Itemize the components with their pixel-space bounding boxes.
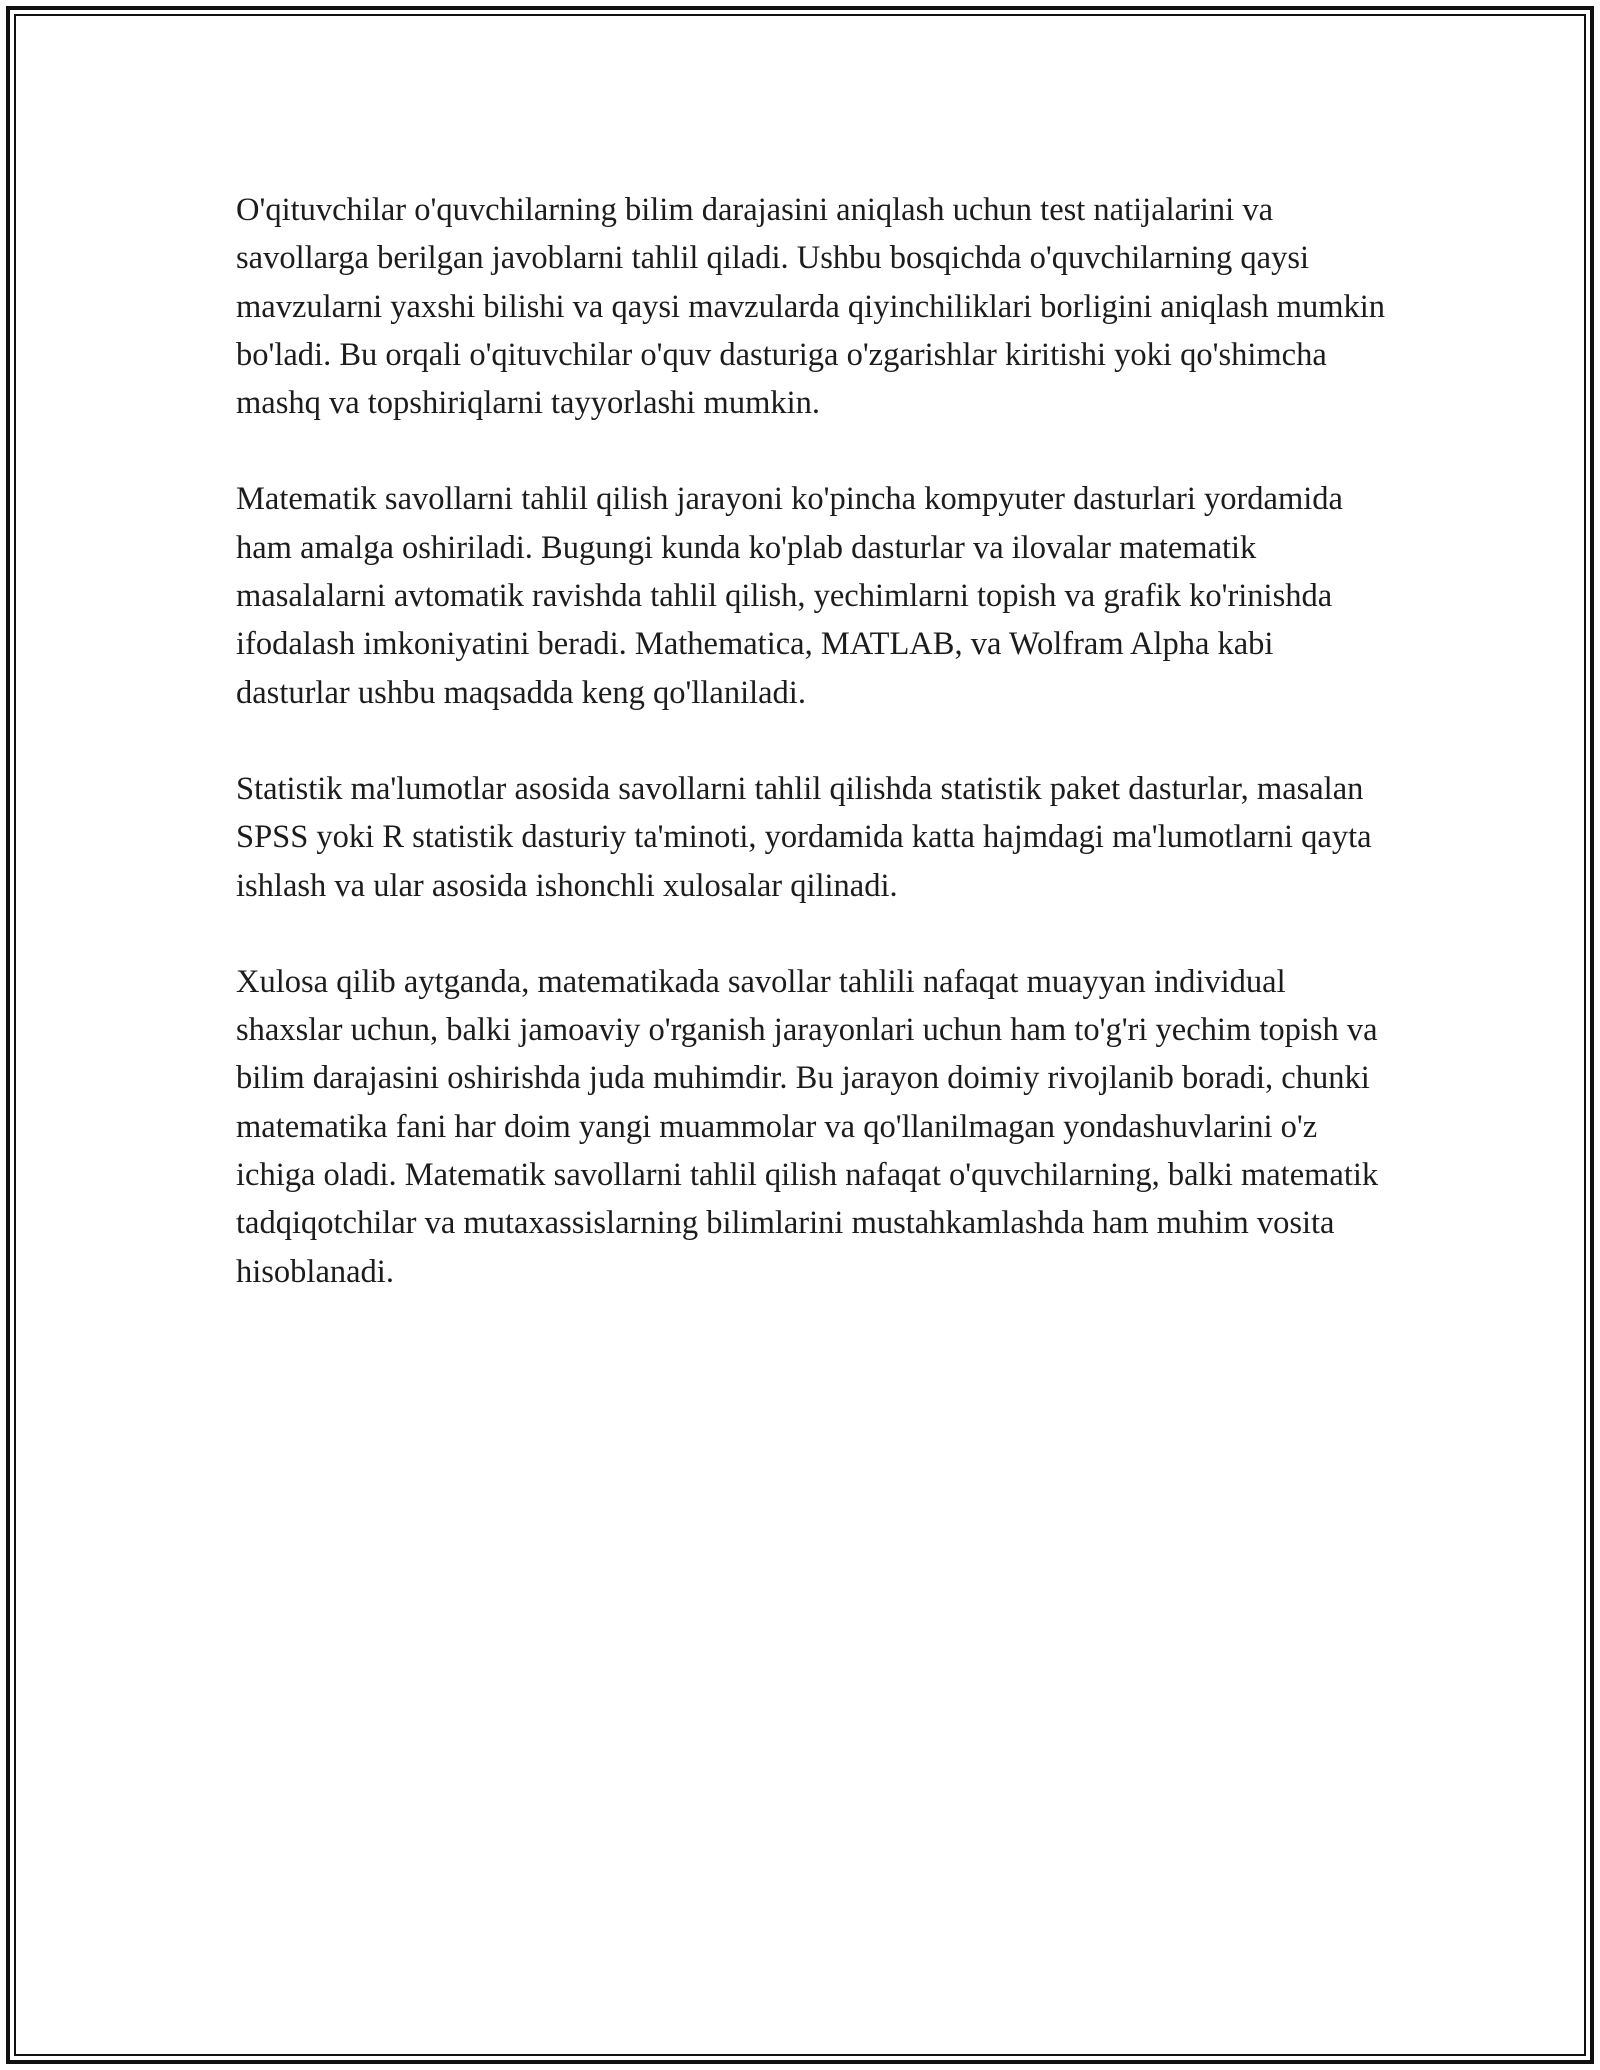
paragraph-1: O'qituvchilar o'quvchilarning bilim darajasini aniqlash uchun test natijalarini va savollarga berilgan javoblarni tahlil qiladi. Ushbu bosqichda o'quvchilarning qaysi mavzularni yaxshi bilishi va qaysi mavzularda qiyinchiliklari borligini aniqlash mumkin bo'ladi. Bu orqali o'qituvchilar o'quv dasturiga o'zgarishlar kiritishi yoki qo'shimcha mashq va topshiriqlarni tayyorlashi mumkin. (236, 192, 1386, 422)
paragraph-3: Statistik ma'lumotlar asosida savollarni tahlil qilishda statistik paket dasturlar, masalan SPSS yoki R statistik dasturiy ta'minoti, yordamida katta hajmdagi ma'lumotlarni qayta ishlash va ular asosida ishonchli xulosalar qilinadi. (236, 770, 1372, 904)
paragraph-2: Matematik savollarni tahlil qilish jarayoni ko'pincha kompyuter dasturlari yordamida ham amalga oshiriladi. Bugungi kunda ko'plab dasturlar va ilovalar matematik masalalarni avtomatik ravishda tahlil qilish, yechimlarni topish va grafik ko'rinishda ifodalash imkoniyatini beradi. Mathematica, MATLAB, va Wolfram Alpha kabi dasturlar ushbu maqsadda keng qo'llaniladi. (236, 481, 1343, 711)
document-body (236, 186, 1386, 1344)
paragraph-4: Xulosa qilib aytganda, matematikada savollar tahlili nafaqat muayyan individual shaxslar uchun, balki jamoaviy o'rganish jarayonlari uchun ham to'g'ri yechim topish va bilim darajasini oshirishda juda muhimdir. Bu jarayon doimiy rivojlanib boradi, chunki matematika fani har doim yangi muammolar va qo'llanilmagan yondashuvlarini o'z ichiga oladi. Matematik savollarni tahlil qilish nafaqat o'quvchilarning, balki matematik tadqiqotchilar va mutaxassislarning bilimlarini mustahkamlashda ham muhim vosita hisoblanadi. (236, 963, 1379, 1290)
